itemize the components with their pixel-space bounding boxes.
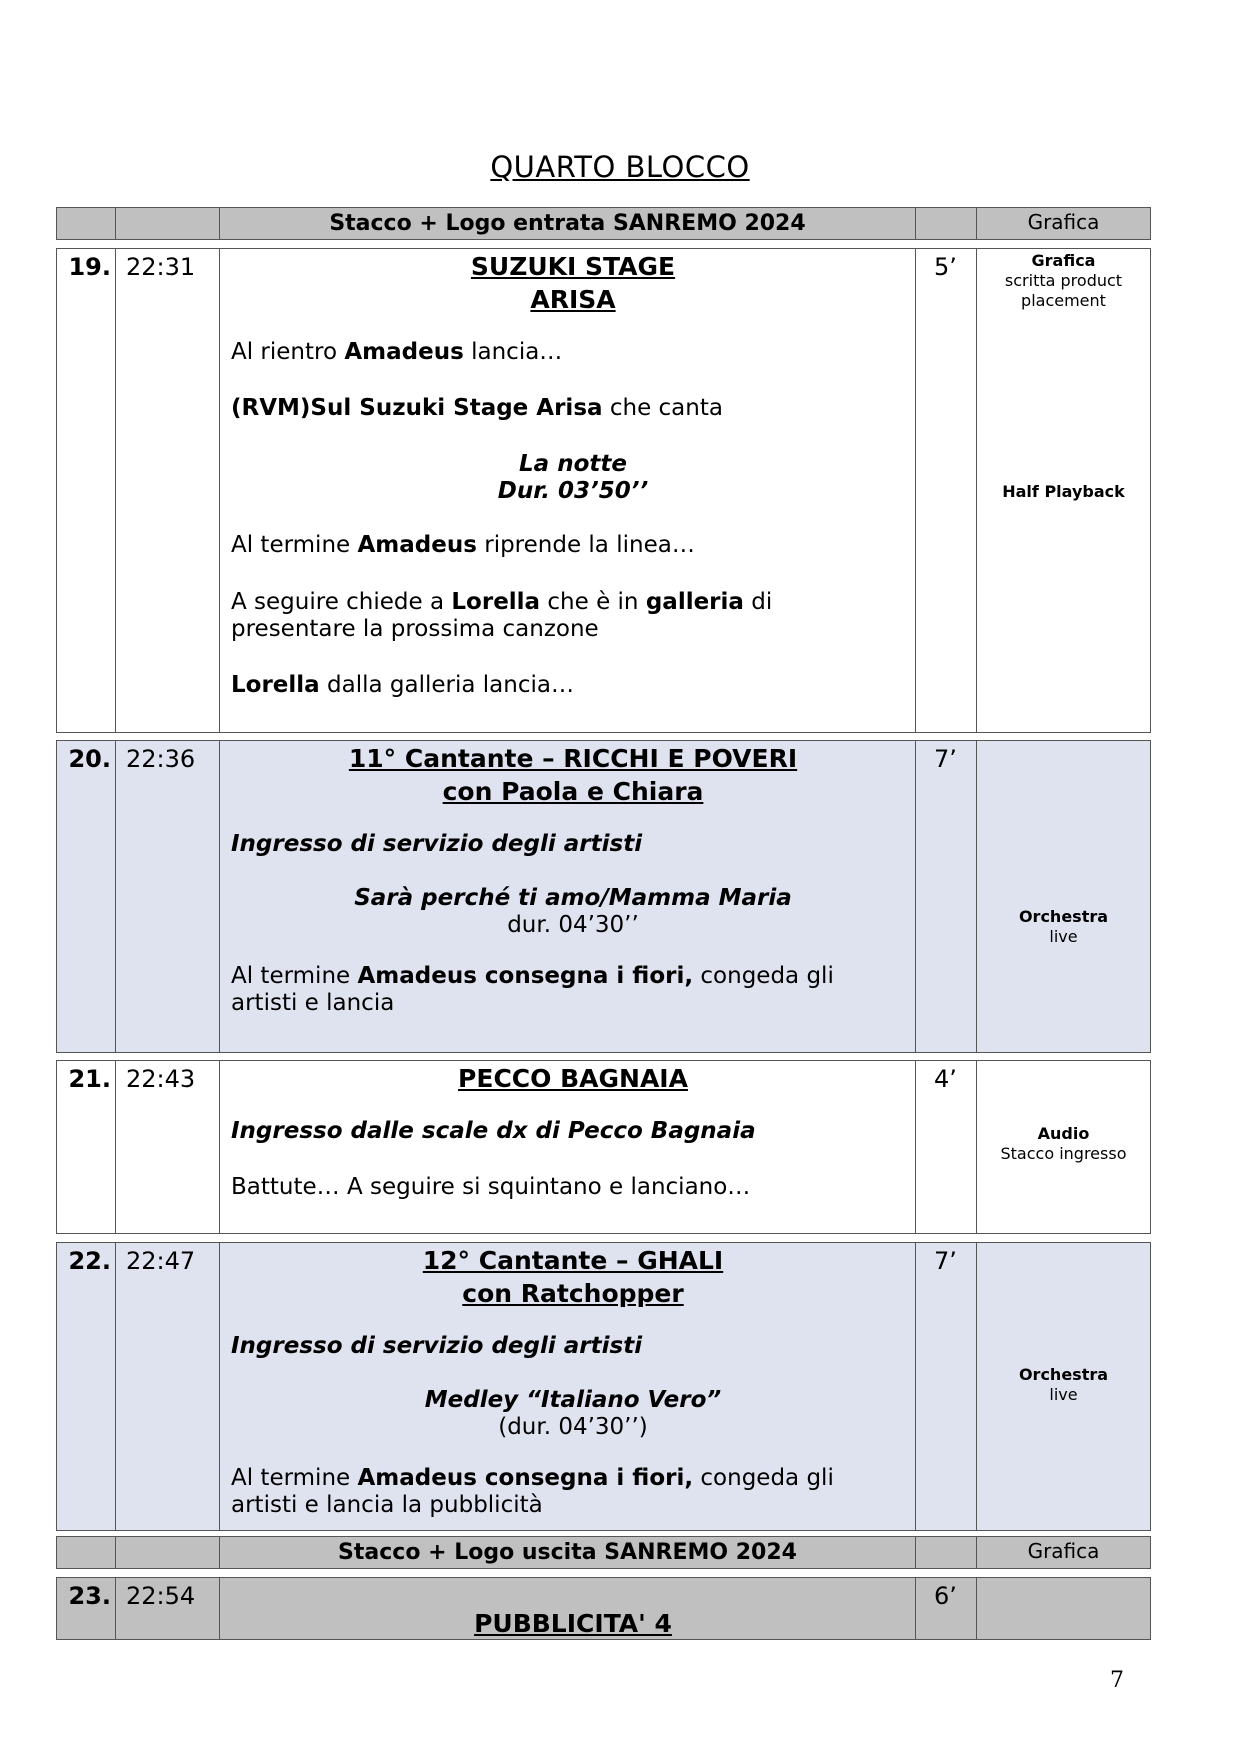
text-line: A seguire chiede a Lorella che è in galleria di — [231, 589, 773, 615]
row-number: 21. — [57, 1061, 116, 1233]
row-content — [220, 741, 916, 1052]
note-text: live — [1049, 927, 1078, 946]
note-text: live — [1049, 1385, 1078, 1404]
row-notes — [977, 741, 1150, 1052]
row-content — [220, 1061, 916, 1233]
row-duration: 5’ — [916, 249, 977, 732]
row-duration: 4’ — [916, 1061, 977, 1233]
text-line: presentare la prossima canzone — [231, 616, 599, 642]
row-heading: SUZUKI STAGE — [470, 252, 676, 281]
note-label: Orchestra — [1018, 1365, 1109, 1384]
row-heading: 12° Cantante – GHALI — [422, 1246, 724, 1275]
row-subheading: con Paola e Chiara — [442, 777, 704, 806]
row-number: 22. — [57, 1243, 116, 1530]
row-notes — [977, 1578, 1150, 1639]
empty-cell — [116, 208, 220, 239]
song-title: Sarà perché ti amo/Mamma Maria — [354, 885, 792, 911]
stacco-label: Stacco + Logo uscita SANREMO 2024 — [220, 1537, 916, 1568]
empty-cell — [916, 208, 977, 239]
row-notes — [977, 1243, 1150, 1530]
empty-cell — [916, 1537, 977, 1568]
row-duration: 7’ — [916, 1243, 977, 1530]
text-line: Al rientro Amadeus lancia… — [231, 339, 563, 365]
row-duration: 6’ — [916, 1578, 977, 1639]
song-title: La notte — [519, 451, 627, 477]
page-number: 7 — [1110, 1668, 1124, 1693]
song-duration: dur. 04’30’’ — [507, 912, 639, 938]
table-row-19 — [56, 248, 1151, 733]
row-time: 22:31 — [116, 249, 220, 732]
row-subheading: con Ratchopper — [462, 1279, 684, 1308]
row-heading: PECCO BAGNAIA — [458, 1064, 688, 1093]
row-content — [220, 1243, 916, 1530]
row-heading: 11° Cantante – RICCHI E POVERI — [348, 744, 798, 773]
note-text: Stacco ingresso — [1000, 1144, 1127, 1163]
row-duration: 7’ — [916, 741, 977, 1052]
row-number: 20. — [57, 741, 116, 1052]
table-row-20 — [56, 740, 1151, 1053]
song-title: Medley “Italiano Vero” — [424, 1387, 722, 1413]
table-row-21 — [56, 1060, 1151, 1234]
row-notes — [977, 1061, 1150, 1233]
stacco-label: Stacco + Logo entrata SANREMO 2024 — [220, 208, 916, 239]
table-row-23 — [56, 1577, 1151, 1640]
song-duration: Dur. 03’50’’ — [497, 478, 649, 504]
text-line: Ingresso di servizio degli artisti — [231, 1333, 643, 1359]
text-line: Battute… A seguire si squintano e lanciano… — [231, 1174, 751, 1200]
empty-cell — [57, 1537, 116, 1568]
row-number: 19. — [57, 249, 116, 732]
text-line: Lorella dalla galleria lancia… — [231, 672, 574, 698]
note-label: Grafica — [1031, 251, 1096, 270]
stacco-in-row — [56, 207, 1151, 240]
page-title: QUARTO BLOCCO — [490, 150, 750, 184]
text-line: Ingresso dalle scale dx di Pecco Bagnaia — [231, 1118, 756, 1144]
empty-cell — [57, 208, 116, 239]
row-time: 22:36 — [116, 741, 220, 1052]
note-label: Half Playback — [1002, 482, 1125, 501]
note-text: placement — [1021, 291, 1106, 310]
text-line: Al termine Amadeus consegna i fiori, congeda gli — [231, 963, 834, 989]
text-line: Al termine Amadeus riprende la linea… — [231, 532, 695, 558]
song-duration: (dur. 04’30’’) — [498, 1414, 648, 1440]
note-label: Orchestra — [1018, 907, 1109, 926]
row-time: 22:43 — [116, 1061, 220, 1233]
stacco-note: Grafica — [1027, 1539, 1100, 1563]
empty-cell — [116, 1537, 220, 1568]
text-line: Al termine Amadeus consegna i fiori, congeda gli — [231, 1465, 834, 1491]
row-time: 22:54 — [116, 1578, 220, 1639]
text-line: Ingresso di servizio degli artisti — [231, 831, 643, 857]
row-content — [220, 249, 916, 732]
stacco-note: Grafica — [1027, 210, 1100, 234]
row-notes — [977, 249, 1150, 732]
stacco-out-row — [56, 1536, 1151, 1569]
row-time: 22:47 — [116, 1243, 220, 1530]
row-subheading: ARISA — [530, 285, 616, 314]
row-content — [220, 1578, 916, 1639]
row-heading: PUBBLICITA' 4 — [474, 1609, 672, 1638]
text-line: (RVM)Sul Suzuki Stage Arisa che canta — [231, 395, 723, 421]
note-text: scritta product — [1004, 271, 1123, 290]
note-label: Audio — [1037, 1124, 1090, 1143]
text-line: artisti e lancia la pubblicità — [231, 1492, 543, 1518]
table-row-22 — [56, 1242, 1151, 1531]
row-number: 23. — [57, 1578, 116, 1639]
text-line: artisti e lancia — [231, 990, 395, 1016]
